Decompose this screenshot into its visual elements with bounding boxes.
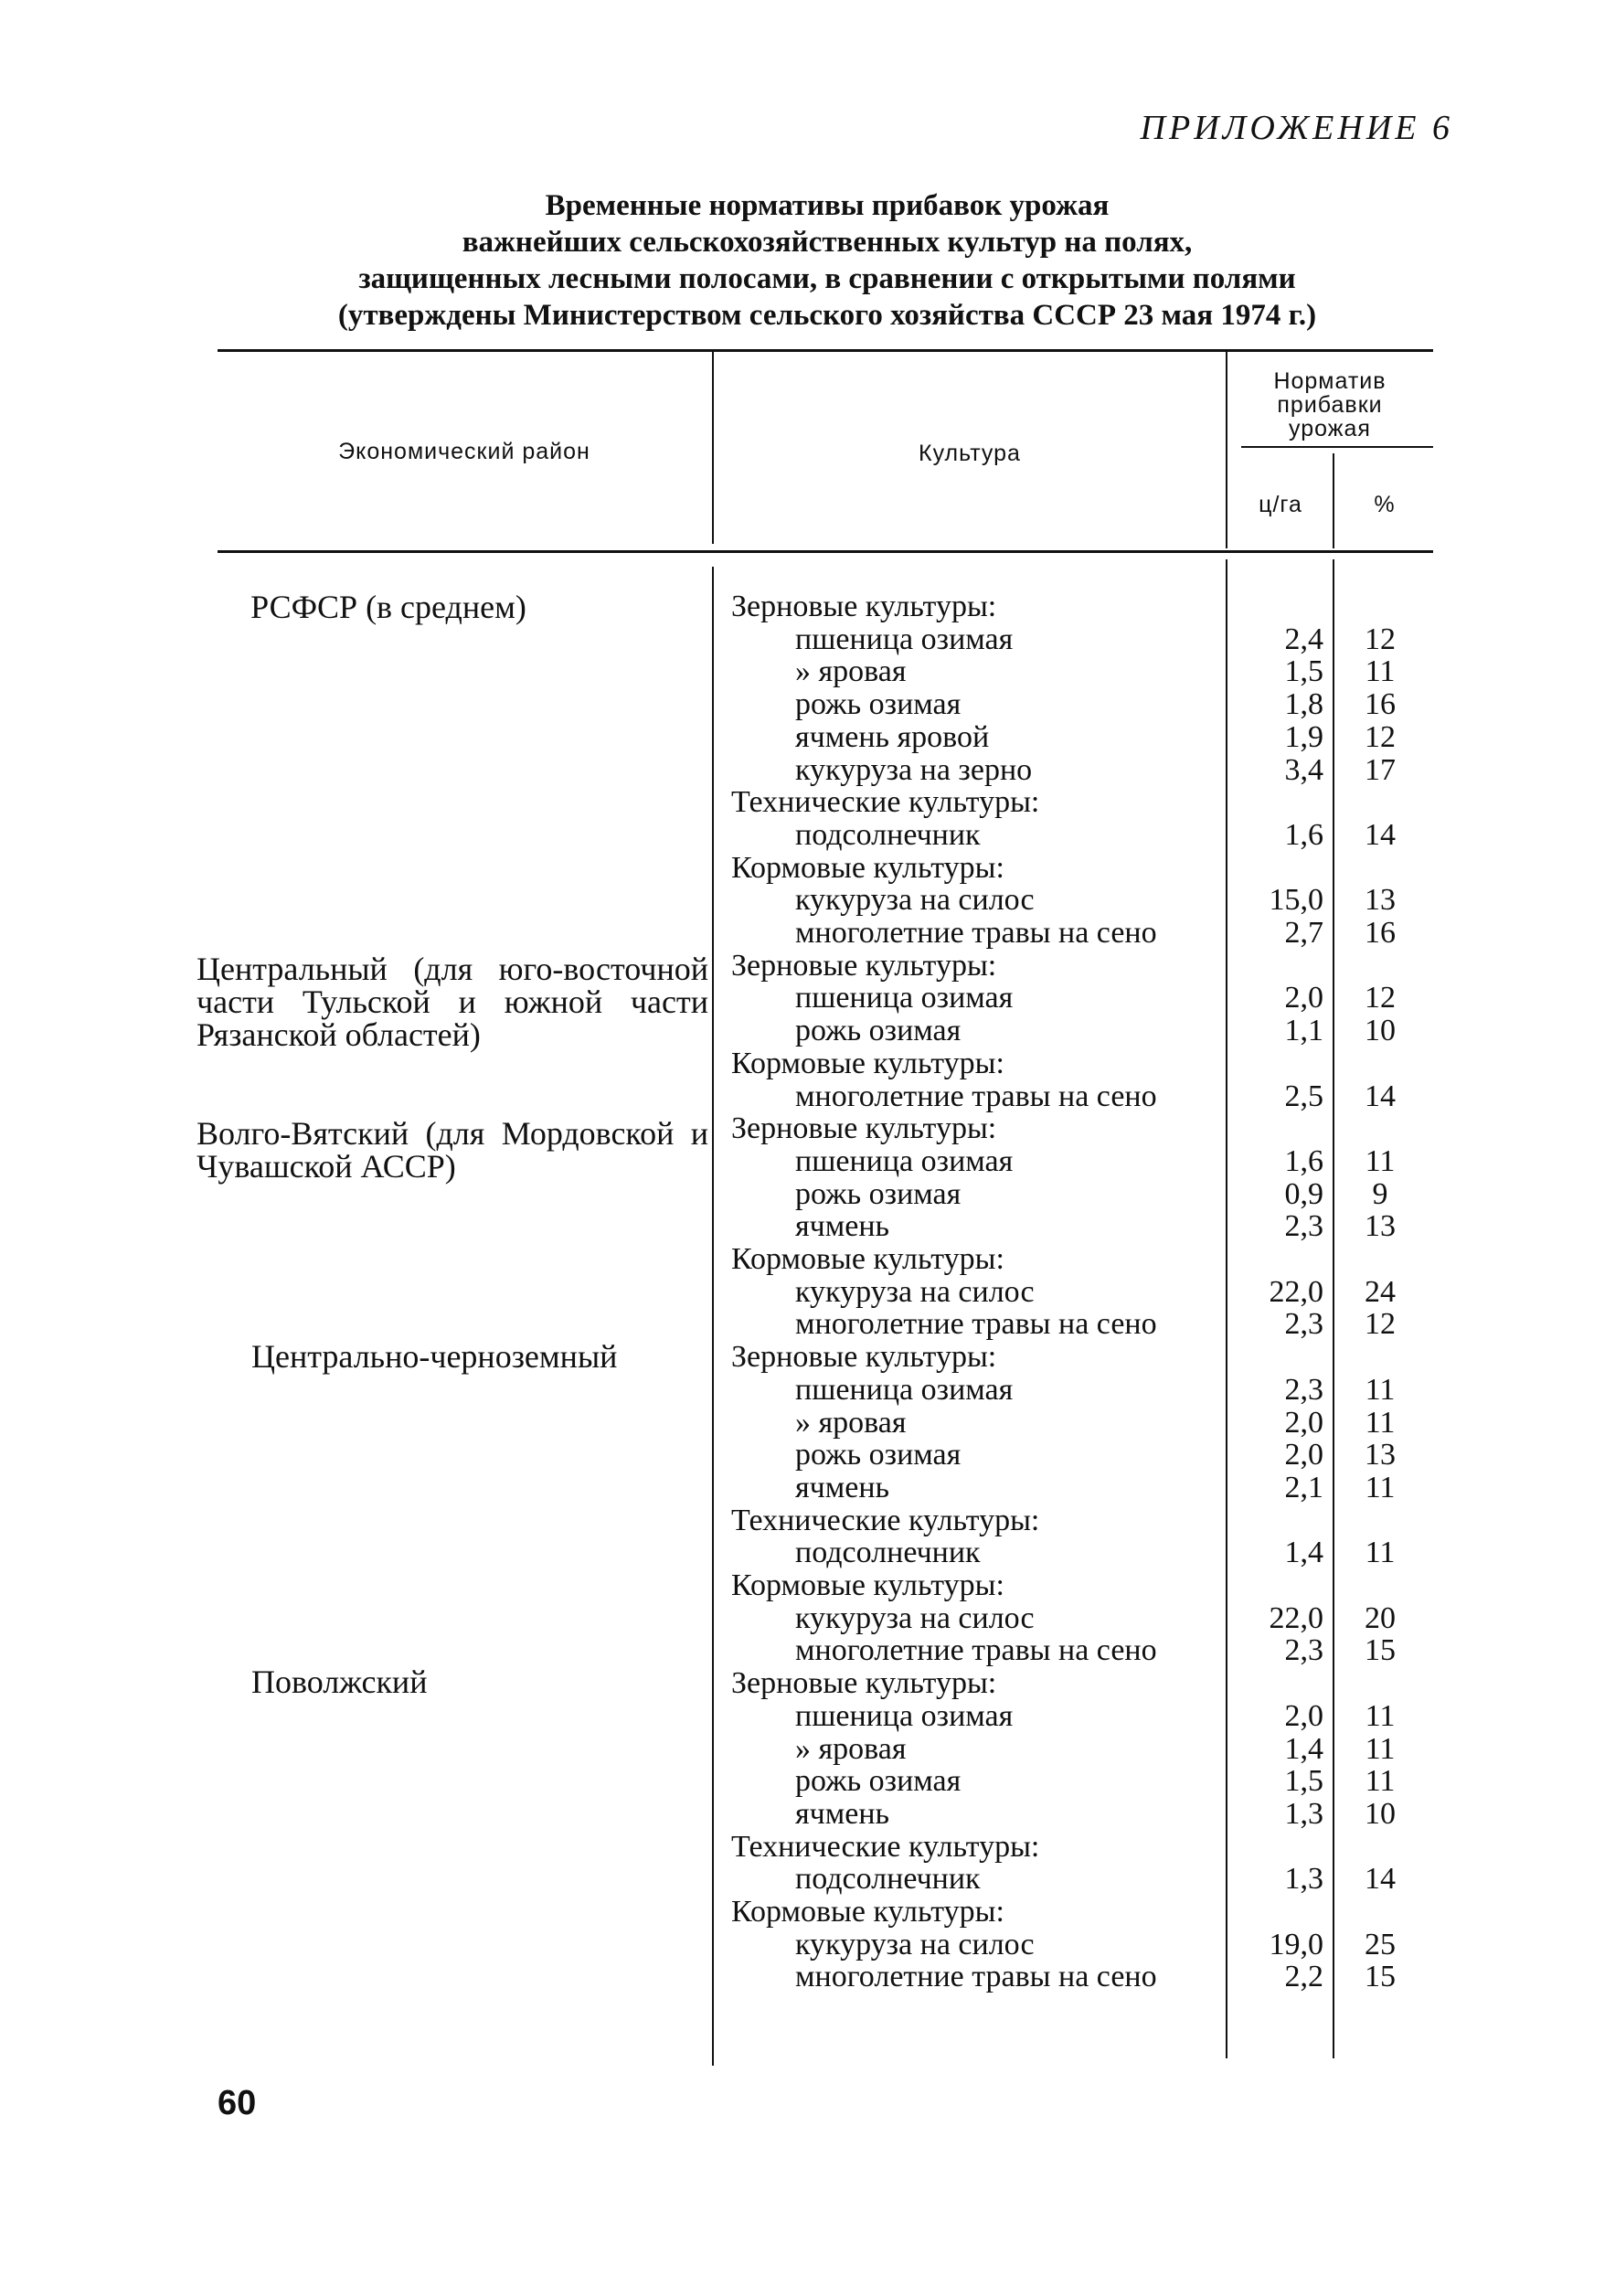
- crop-name: рожь озимая: [795, 1177, 962, 1211]
- value-percent: 13: [1365, 1438, 1396, 1472]
- crop-name: многолетние травы на сено: [795, 1960, 1157, 1993]
- header-unit-percent: %: [1374, 492, 1396, 517]
- crop-name: кукуруза на силос: [795, 1275, 1035, 1309]
- header-region: Экономический район: [338, 439, 590, 464]
- header-unit-cga: ц/га: [1259, 492, 1302, 517]
- region-central: Центральный (для юго-восточной части Тульской и южной части Рязанской областей): [197, 951, 708, 1053]
- table-header-rule: [218, 550, 1433, 553]
- crop-group-label: Кормовые культуры:: [731, 851, 1004, 885]
- column-divider-crop-norm-body: [1226, 559, 1227, 2058]
- value-percent: 10: [1365, 1797, 1396, 1831]
- value-percent: 16: [1365, 687, 1396, 721]
- value-percent: 11: [1365, 1699, 1396, 1733]
- column-divider-crop-norm: [1226, 352, 1227, 548]
- crop-group-label: Кормовые культуры:: [731, 1568, 1004, 1602]
- value-cga: 1,3: [1284, 1797, 1323, 1831]
- value-cga: 1,8: [1284, 687, 1323, 721]
- value-cga: 2,0: [1284, 1699, 1323, 1733]
- crop-group-label: Зерновые культуры:: [731, 590, 997, 623]
- value-percent: 17: [1365, 753, 1396, 787]
- value-cga: 0,9: [1284, 1177, 1323, 1211]
- value-cga: 2,3: [1284, 1373, 1323, 1407]
- value-cga: 22,0: [1269, 1275, 1323, 1309]
- title-line: важнейших сельскохозяйственных культур на полях,: [462, 226, 1193, 259]
- region-povolzhsky: Поволжский: [251, 1664, 428, 1700]
- crop-group-label: Технические культуры:: [731, 785, 1040, 819]
- crop-name: многолетние травы на сено: [795, 1079, 1157, 1113]
- norm-subheader-rule: [1241, 446, 1433, 448]
- crop-name: подсолнечник: [795, 818, 981, 852]
- value-cga: 22,0: [1269, 1601, 1323, 1635]
- value-cga: 2,7: [1284, 916, 1323, 950]
- region-central-chernozem: Центрально-черноземный: [251, 1338, 618, 1375]
- title-line: Временные нормативы прибавок урожая: [545, 189, 1110, 222]
- appendix-label: ПРИЛОЖЕНИЕ 6: [1140, 109, 1453, 147]
- value-percent: 11: [1365, 1144, 1396, 1178]
- value-cga: 2,0: [1284, 1438, 1323, 1472]
- column-divider-region-crop: [712, 352, 714, 544]
- value-percent: 12: [1365, 720, 1396, 754]
- value-percent: 14: [1365, 818, 1396, 852]
- crop-name: пшеница озимая: [795, 1373, 1014, 1407]
- crop-group-label: Зерновые культуры:: [731, 1111, 997, 1145]
- title-line: (утверждены Министерством сельского хозяйства СССР 23 мая 1974 г.): [337, 299, 1317, 332]
- crop-name: рожь озимая: [795, 687, 962, 721]
- crop-name: многолетние травы на сено: [795, 916, 1157, 950]
- value-percent: 11: [1365, 1406, 1396, 1440]
- crop-name: » яровая: [795, 1406, 907, 1440]
- value-cga: 19,0: [1269, 1928, 1323, 1961]
- crop-name: ячмень: [795, 1209, 890, 1243]
- page-number: 60: [218, 2084, 257, 2122]
- value-cga: 2,3: [1284, 1307, 1323, 1341]
- value-percent: 11: [1365, 654, 1396, 688]
- value-cga: 1,5: [1284, 1764, 1323, 1798]
- value-percent: 11: [1365, 1764, 1396, 1798]
- value-cga: 2,3: [1284, 1633, 1323, 1667]
- crop-name: пшеница озимая: [795, 1699, 1014, 1733]
- crop-name: ячмень: [795, 1797, 890, 1831]
- value-cga: 1,4: [1284, 1536, 1323, 1569]
- value-percent: 13: [1365, 1209, 1396, 1243]
- value-percent: 11: [1365, 1471, 1396, 1504]
- value-percent: 16: [1365, 916, 1396, 950]
- crop-group-label: Технические культуры:: [731, 1830, 1040, 1864]
- value-percent: 15: [1365, 1960, 1396, 1993]
- value-cga: 3,4: [1284, 753, 1323, 787]
- value-cga: 1,1: [1284, 1014, 1323, 1047]
- document-title: [210, 187, 1444, 334]
- value-cga: 2,4: [1284, 622, 1323, 656]
- crop-name: » яровая: [795, 1732, 907, 1766]
- crop-name: кукуруза на силос: [795, 883, 1035, 917]
- value-percent: 11: [1365, 1732, 1396, 1766]
- region-volgo-vyatsky: Волго-Вятский (для Мордовской и Чувашской АССР): [197, 1115, 708, 1185]
- value-cga: 2,5: [1284, 1079, 1323, 1113]
- value-cga: 15,0: [1269, 883, 1323, 917]
- table-top-rule: [218, 349, 1433, 352]
- crop-name: ячмень: [795, 1471, 890, 1504]
- crop-name: пшеница озимая: [795, 622, 1014, 656]
- crop-name: пшеница озимая: [795, 1144, 1014, 1178]
- value-cga: 1,5: [1284, 654, 1323, 688]
- value-cga: 1,3: [1284, 1862, 1323, 1896]
- value-cga: 2,2: [1284, 1960, 1323, 1993]
- crop-name: кукуруза на силос: [795, 1601, 1035, 1635]
- crop-name: пшеница озимая: [795, 981, 1014, 1015]
- crop-name: многолетние травы на сено: [795, 1633, 1157, 1667]
- crop-name: » яровая: [795, 654, 907, 688]
- header-norm: Норматив прибавки урожая: [1273, 368, 1387, 441]
- title-line: защищенных лесными полосами, в сравнении с открытыми полями: [358, 262, 1296, 295]
- crop-name: кукуруза на силос: [795, 1928, 1035, 1961]
- crop-group-label: Кормовые культуры:: [731, 1047, 1004, 1080]
- crop-name: ячмень яровой: [795, 720, 990, 754]
- value-cga: 1,6: [1284, 1144, 1323, 1178]
- value-cga: 2,0: [1284, 1406, 1323, 1440]
- value-cga: 2,0: [1284, 981, 1323, 1015]
- crop-name: подсолнечник: [795, 1862, 981, 1896]
- value-percent: 11: [1365, 1373, 1396, 1407]
- value-percent: 12: [1365, 622, 1396, 656]
- crop-name: кукуруза на зерно: [795, 753, 1033, 787]
- region-rsfsr: РСФСР (в среднем): [250, 589, 526, 625]
- crop-group-label: Зерновые культуры:: [731, 1666, 997, 1700]
- value-percent: 10: [1365, 1014, 1396, 1047]
- value-cga: 1,4: [1284, 1732, 1323, 1766]
- value-percent: 20: [1365, 1601, 1396, 1635]
- value-cga: 2,3: [1284, 1209, 1323, 1243]
- crop-group-label: Зерновые культуры:: [731, 1340, 997, 1374]
- crop-group-label: Кормовые культуры:: [731, 1242, 1004, 1276]
- value-percent: 15: [1365, 1633, 1396, 1667]
- header-crop: Культура: [919, 441, 1021, 466]
- value-percent: 25: [1365, 1928, 1396, 1961]
- value-percent: 11: [1365, 1536, 1396, 1569]
- column-divider-units-body: [1333, 559, 1334, 2058]
- value-cga: 1,6: [1284, 818, 1323, 852]
- crop-group-label: Зерновые культуры:: [731, 949, 997, 983]
- value-cga: 1,9: [1284, 720, 1323, 754]
- crop-name: рожь озимая: [795, 1764, 962, 1798]
- column-divider-units: [1333, 453, 1334, 548]
- crop-group-label: Кормовые культуры:: [731, 1895, 1004, 1929]
- crop-name: многолетние травы на сено: [795, 1307, 1157, 1341]
- value-percent: 24: [1365, 1275, 1396, 1309]
- value-cga: 2,1: [1284, 1471, 1323, 1504]
- crop-name: рожь озимая: [795, 1014, 962, 1047]
- value-percent: 14: [1365, 1079, 1396, 1113]
- crop-name: подсолнечник: [795, 1536, 981, 1569]
- value-percent: 9: [1372, 1177, 1388, 1211]
- value-percent: 14: [1365, 1862, 1396, 1896]
- value-percent: 12: [1365, 1307, 1396, 1341]
- column-divider-region-crop-body: [712, 567, 714, 2066]
- value-percent: 13: [1365, 883, 1396, 917]
- crop-name: рожь озимая: [795, 1438, 962, 1472]
- crop-group-label: Технические культуры:: [731, 1504, 1040, 1537]
- value-percent: 12: [1365, 981, 1396, 1015]
